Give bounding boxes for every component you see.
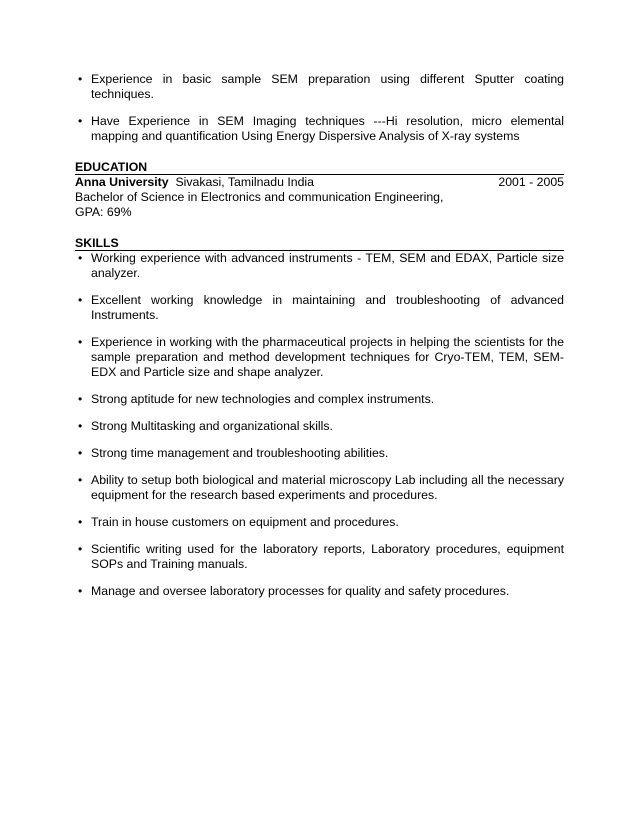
skill-text: Ability to setup both biological and material microscopy Lab including all the necessary equipment for the research based experiments and procedures. [91,473,564,502]
education-school-line [75,175,314,190]
skill-text: Working experience with advanced instruments - TEM, SEM and EDAX, Particle size analyzer. [91,251,564,280]
list-item [75,251,564,281]
skill-text: Strong time management and troubleshooting abilities. [91,446,389,460]
skill-text: Experience in working with the pharmaceutical projects in helping the scientists for the sample preparation and method development techniques for Cryo-TEM, TEM, SEM-EDX and Particle size and shape analyzer. [91,335,564,379]
skill-text: Train in house customers on equipment and procedures. [91,515,399,529]
list-item [75,392,564,407]
list-item [75,473,564,503]
bullet-text: Have Experience in SEM Imaging techniques ---Hi resolution, micro elemental mapping and quantification Using Energy Dispersive Analysis of X-ray systems [91,114,564,143]
list-item [75,515,564,530]
education-row [75,175,564,190]
bullet-icon: • [78,515,83,529]
bullet-icon: • [78,293,83,307]
skills-heading: SKILLS [75,236,564,251]
skill-text: Manage and oversee laboratory processes for quality and safety procedures. [91,584,510,598]
bullet-text: Experience in basic sample SEM preparation using different Sputter coating techniques. [91,72,564,101]
bullet-icon: • [78,114,83,128]
bullet-icon: • [78,584,83,598]
list-item [75,584,564,599]
list-item [75,293,564,323]
bullet-icon: • [78,72,83,86]
experience-bullets [75,72,564,144]
skill-text: Strong aptitude for new technologies and complex instruments. [91,392,435,406]
resume-page [75,72,564,611]
school-location: Sivakasi, Tamilnadu India [175,175,315,189]
bullet-icon: • [78,419,83,433]
bullet-icon: • [78,251,83,265]
bullet-icon: • [78,392,83,406]
list-item [75,419,564,434]
list-item [75,114,564,144]
school-name: Anna University [75,175,169,189]
bullet-icon: • [78,473,83,487]
bullet-icon: • [78,542,83,556]
education-entry [75,175,564,220]
list-item [75,72,564,102]
list-item [75,335,564,380]
education-years: 2001 - 2005 [498,175,564,189]
education-heading: EDUCATION [75,160,564,175]
list-item [75,542,564,572]
bullet-icon: • [78,446,83,460]
skill-text: Strong Multitasking and organizational skills. [91,419,333,433]
skills-list [75,251,564,599]
list-item [75,446,564,461]
skill-text: Excellent working knowledge in maintaining and troubleshooting of advanced Instruments. [91,293,564,322]
bullet-icon: • [78,335,83,349]
skill-text: Scientific writing used for the laboratory reports, Laboratory procedures, equipment SOPs and Training manuals. [91,542,564,571]
degree: Bachelor of Science in Electronics and communication Engineering, [75,190,444,204]
gpa: GPA: 69% [75,205,132,219]
